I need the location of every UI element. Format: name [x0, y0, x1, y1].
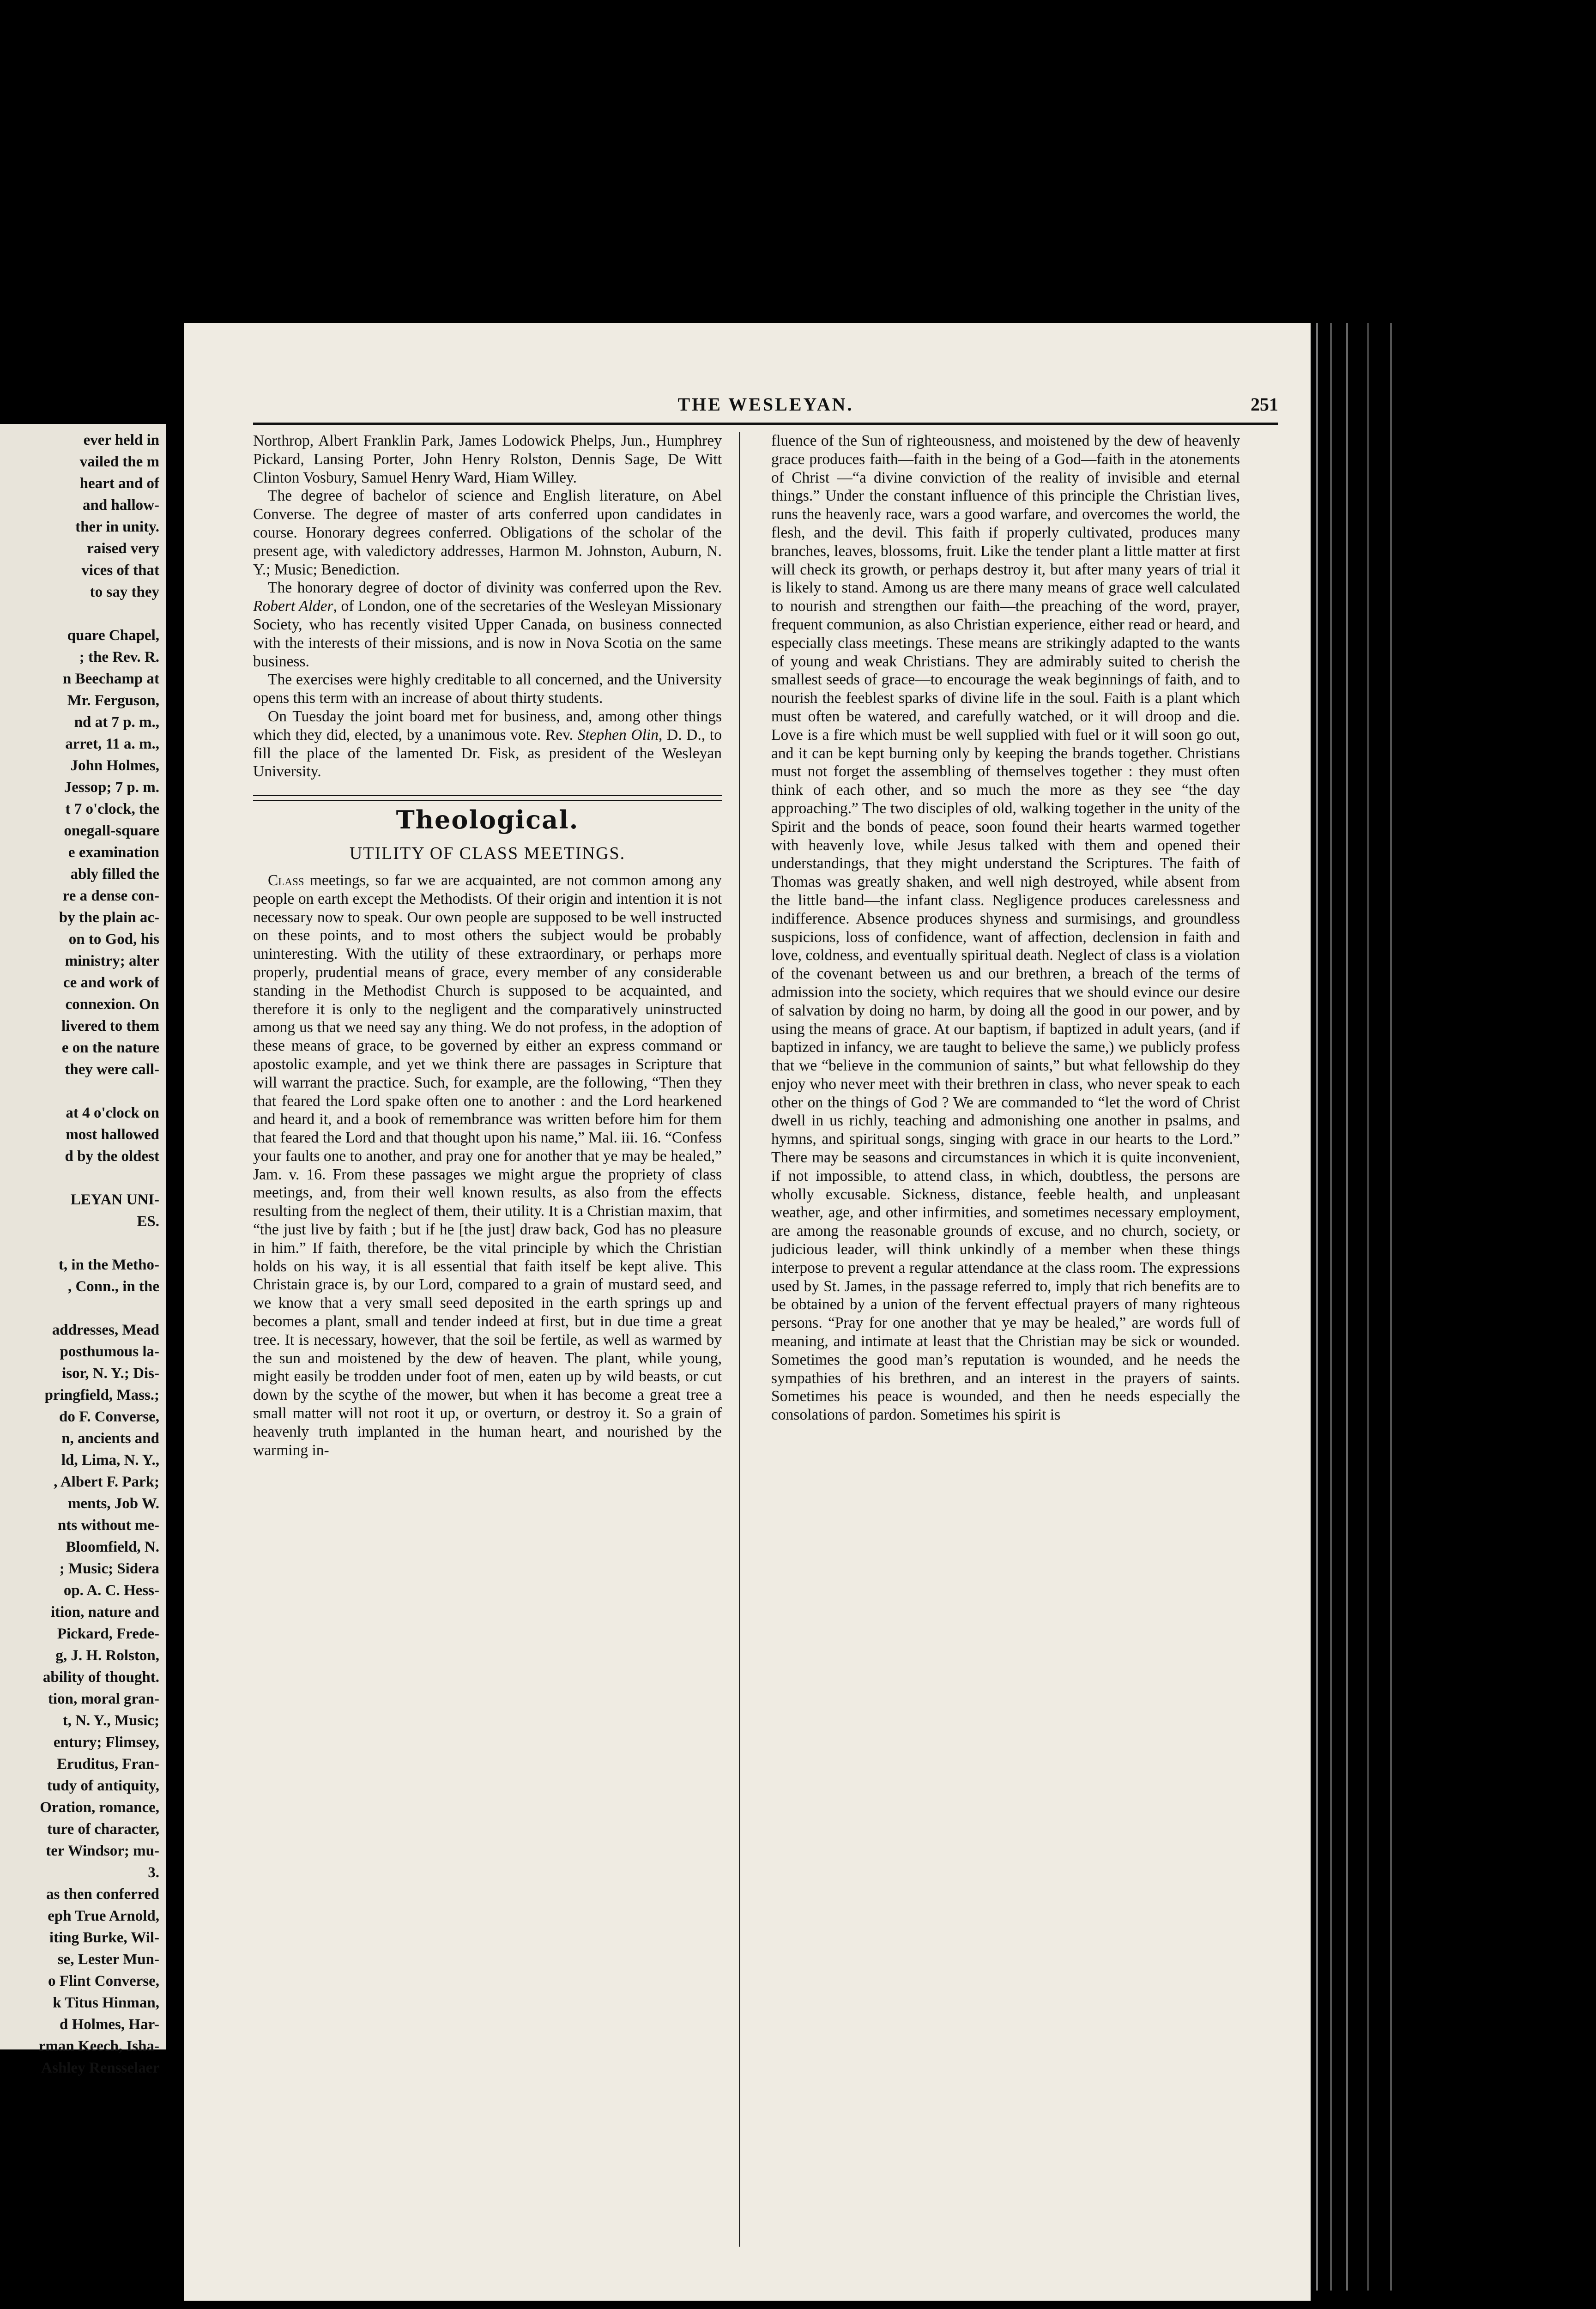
left-page-line: as then conferred: [46, 1886, 159, 1903]
left-page-line: LEYAN UNI-: [70, 1191, 159, 1208]
left-page-line: connexion. On: [65, 996, 159, 1013]
left-page-text: [0, 429, 159, 2079]
article-title: UTILITY OF CLASS MEETINGS.: [349, 844, 626, 864]
left-page-line: d Holmes, Har-: [60, 2016, 159, 2033]
left-page-line: ce and work of: [63, 974, 159, 991]
left-page-line: Oration, romance,: [40, 1799, 159, 1816]
left-page-line: [0, 1233, 159, 1254]
article-paragraph: Class meetings, so far we are acquainted, are not common among any people on earth except the Methodists. Of their origin and intention it is not necessary now to speak. Our own people are supposed to be well instructed on these points, and to most others the subject would be probably uninteresting. With the utility of these extraordinary, or perhaps more properly, prudential means of grace, every member of any considerable standing in the Methodist Church is supposed to be acquainted, and therefore it is only to the negligent and the comparatively uninstructed among us that we need say any thing. We do not profess, in the adoption of these means of grace, to be governed by either an express command or apostolic example, and yet we think there are passages in Scripture that will warrant the practice. Such, for example, are the following, “Then they that feared the Lord spake often one to another : and the Lord hearkened and heard it, and a book of remembrance was written before him for them that feared the Lord and that thought upon his name,” Mal. iii. 16. “Confess your faults one to another, and pray one for another that ye may be healed,” Jam. v. 16. From these passages we might argue the propriety of class meetings, and, from their well known results, as also from the effects resulting from the neglect of them, their utility. It is a Christian maxim, that “the just live by faith ; but if he [the just] draw back, God has no pleasure in him.” If faith, therefore, be the vital principle by which the Christian holds on his way, it is all essential that faith itself be kept alive. This Christain grace is, by our Lord, compared to a grain of mustard seed, and we know that a very small seed deposited in the earth springs up and becomes a plant, small and tender indeed at first, but in due time a great tree. It is necessary, however, that the soil be fertile, as well as warmed by the sun and moistened by the dew of heaven. The plant, while young, might easily be trodden under foot of men, eaten up by wild beasts, or cut down by the scythe of the mower, but when it has become a great tree a small matter will not root it up, or overturn, or destroy it. So a grain of heavenly truth implanted in the human heart, and nourished by the warming in-: [253, 871, 722, 1459]
paragraph: The exercises were highly creditable to all concerned, and the University opens this term with an increase of about thirty students.: [253, 671, 722, 707]
left-page-line: tion, moral gran-: [48, 1691, 159, 1707]
left-page-line: Eruditus, Fran-: [57, 1756, 159, 1772]
left-page-line: ability of thought.: [42, 1669, 159, 1686]
right-column: [771, 432, 1240, 1424]
left-page-line: most hallowed: [66, 1126, 159, 1143]
main-page: [184, 323, 1311, 2301]
left-page-line: d by the oldest: [65, 1148, 159, 1165]
section-rule: [253, 795, 722, 801]
left-page-line: ld, Lima, N. Y.,: [61, 1452, 159, 1469]
left-page-line: entury; Flimsey,: [53, 1734, 159, 1751]
left-page-line: ever held in: [83, 432, 159, 448]
running-title: THE WESLEYAN.: [677, 394, 854, 415]
left-page-line: onegall-square: [64, 822, 159, 839]
left-page-line: ture of character,: [47, 1821, 159, 1838]
left-page-line: se, Lester Mun-: [57, 1951, 159, 1968]
section-heading: Theological.: [396, 805, 579, 835]
left-page-line: o Flint Converse,: [48, 1973, 159, 1989]
right-page-edge: [1311, 319, 1596, 2309]
paragraph: The honorary degree of doctor of divinity was conferred upon the Rev. Robert Alder, of London, one of the secretaries of the Wesleyan Missionary Society, who has recently visited Upper Canada, on business connected with the interests of their missions, and is now in Nova Scotia on the same business.: [253, 579, 722, 670]
left-page-line: vailed the m: [79, 453, 159, 470]
left-page-line: ments, Job W.: [67, 1495, 159, 1512]
paragraph: The degree of bachelor of science and English literature, on Abel Converse. The degree of master of arts conferred upon candidates in course. Honorary degrees conferred. Obligations of the scholar of the present age, with valedictory addresses, Harmon M. Johnston, Auburn, N. Y.; Music; Benediction.: [253, 487, 722, 578]
left-page-line: rman Keech, Isha-: [38, 2038, 159, 2055]
column-divider: [739, 432, 740, 2247]
left-page-line: e on the nature: [61, 1040, 159, 1056]
left-page-line: on to God, his: [68, 931, 159, 948]
left-page-line: addresses, Mead: [52, 1322, 159, 1338]
left-page-line: [0, 1081, 159, 1102]
drop-lead: Class: [268, 871, 304, 889]
left-page-line: [0, 603, 159, 625]
left-page-line: [0, 1298, 159, 1319]
left-page-line: isor, N. Y.; Dis-: [62, 1365, 159, 1382]
left-page-line: Jessop; 7 p. m.: [64, 779, 159, 796]
left-page-line: 3.: [148, 1864, 159, 1881]
page-edge-line: [1316, 323, 1318, 2291]
left-page-line: iting Burke, Wil-: [49, 1929, 159, 1946]
left-page-line: n, ancients and: [61, 1430, 159, 1447]
left-page-line: ES.: [137, 1213, 159, 1230]
left-page-line: op. A. C. Hess-: [63, 1582, 159, 1599]
article-paragraph: fluence of the Sun of righteousness, and moistened by the dew of heavenly grace produces faith—faith in the being of a God—faith in the atonements of Christ —“a divine conviction of the reality of invisible and eternal things.” Under the constant influence of this principle the Christian lives, runs the heavenly race, wars a good warfare, and overcomes the world, the flesh, and the devil. This faith if properly cultivated, produces many branches, leaves, blossoms, fruit. Like the tender plant a little matter at first will check its growth, or perhaps destroy it, but after many years of trial it is likely to stand. Among us are there many means of grace well calculated to nourish and strengthen our faith—the preaching of the word, prayer, frequent communion, as also Christian experience, either read or heard, and especially class meetings. These means are strikingly adapted to the wants of young and weak Christians. They are admirably suited to cherish the smallest seeds of grace—to encourage the weak beginnings of faith, and to nourish the feeblest sparks of divine life in the soul. Faith is a plant which must often be watered, and carefully watched, or it will droop and die. Love is a fire which must be well supplied with fuel or it will soon go out, and it can be kept burning only by keeping the brands together. Christians must not forget the assembling of themselves together : they must often think of each other, and so much the more as they see “the day approaching.” The two disciples of old, walking together in the unity of the Spirit and the bonds of peace, soon found their hearts warmed together with heavenly love, while Jesus talked with them and opened their understandings, that they might understand the Scriptures. The faith of Thomas was greatly shaken, and well nigh destroyed, while absent from the little band—the infant class. Negligence produces carelessness and indifference. Absence produces shyness and surmisings, and groundless suspicions, loss of confidence, want of affection, declension in faith and love, coldness, and eventually spiritual death. Neglect of class is a violation of the covenant between us and our brethren, a breach of the terms of admission into the society, which requires that we should evince our desire of salvation by doing no harm, by doing all the good in our power, and by using the means of grace. At our baptism, if baptized in adult years, (and if baptized in infancy, we are taught to believe the same,) we publicly profess that we “believe in the communion of saints,” but what fellowship do they enjoy who never meet with their brethren in class, who never speak to each other on the things of God ? We are commanded to “let the word of Christ dwell in us richly, teaching and admonishing one another in psalms, and hymns, and spiritual songs, singing with grace in our hearts to the Lord.” There may be seasons and circumstances in which it is quite inconvenient, if not impossible, to attend class, in which, doubtless, the persons are wholly excusable. Sickness, distance, feeble health, and unpleasant weather, age, and other infirmities, and sometimes necessary employment, are among the reasonable grounds of excuse, and no church, society, or judicious leader, will think unkindly of a member when these things interpose to prevent a regular attendance at the class room. The expressions used by St. James, in the passage referred to, imply that rich benefits are to be obtained by a union of the fervent effectual prayers of many righteous persons. “Pray for one another that ye may be healed,” are words full of meaning, and intimate at least that the Christian may be sick or wounded. Sometimes the good man’s reputation is wounded, and he needs the sympathies of his brethren, and an interest in the prayers of saints. Sometimes his peace is wounded, and then he needs especially the consolations of pardon. Sometimes his spirit is: [771, 432, 1240, 1424]
left-page-line: t, in the Metho-: [58, 1257, 159, 1273]
name-olin: Stephen Olin: [577, 726, 659, 743]
left-page-line: pringfield, Mass.;: [44, 1387, 159, 1403]
left-page-line: at 4 o'clock on: [66, 1105, 159, 1121]
left-page-line: nts without me-: [58, 1517, 159, 1534]
left-page-line: eph True Arnold,: [48, 1908, 159, 1924]
left-page-line: do F. Converse,: [59, 1408, 159, 1425]
left-page-line: and hallow-: [83, 497, 159, 514]
paragraph: Northrop, Albert Franklin Park, James Lodowick Phelps, Jun., Humphrey Pickard, Lansing Porter, John Henry Rolston, Dennis Sage, De Witt Clinton Vosbury, Samuel Henry Ward, Hiam Willey.: [253, 432, 722, 486]
left-page-line: raised very: [87, 540, 159, 557]
left-page-line: t, N. Y., Music;: [62, 1712, 159, 1729]
left-page-line: Mr. Ferguson,: [67, 692, 159, 709]
left-page-line: ther in unity.: [75, 519, 159, 535]
left-page-line: e examination: [68, 844, 159, 861]
name-alder: Robert Alder: [253, 598, 333, 615]
left-page-line: tudy of antiquity,: [47, 1777, 159, 1794]
header-rule: [253, 423, 1278, 425]
left-page-line: re a dense con-: [62, 888, 159, 904]
left-page-line: Ashley Rensselaer: [41, 2060, 159, 2076]
paragraph: On Tuesday the joint board met for business, and, among other things which they did, elected, by a unanimous vote. Rev. Stephen Olin, D. D., to fill the place of the lamented Dr. Fisk, as president of the Wesleyan University.: [253, 707, 722, 780]
left-facing-page: [0, 0, 175, 2291]
page-header: [253, 393, 1278, 417]
left-page-line: n Beechamp at: [63, 671, 159, 687]
left-page-line: k Titus Hinman,: [53, 1995, 159, 2011]
left-page-line: quare Chapel,: [67, 627, 159, 644]
left-page-line: vices of that: [81, 562, 159, 579]
left-page-line: Pickard, Frede-: [57, 1626, 159, 1642]
left-page-line: ; Music; Sidera: [59, 1560, 159, 1577]
left-page-line: posthumous la-: [60, 1343, 159, 1360]
page-edge-line: [1330, 323, 1332, 2291]
left-column: [253, 432, 722, 1459]
left-page-line: t 7 o'clock, the: [65, 801, 159, 817]
page-edge-line: [1390, 323, 1392, 2291]
page-edge-line: [1367, 323, 1369, 2291]
left-page-line: they were call-: [65, 1061, 159, 1078]
left-page-line: Bloomfield, N.: [66, 1539, 159, 1555]
left-page-line: [0, 1167, 159, 1189]
left-page-line: livered to them: [61, 1018, 159, 1034]
left-page-line: g, J. H. Rolston,: [55, 1647, 159, 1664]
left-page-line: ; the Rev. R.: [79, 649, 159, 665]
left-page-line: by the plain ac-: [59, 909, 159, 926]
left-page-line: arret, 11 a. m.,: [65, 736, 159, 752]
left-page-line: nd at 7 p. m.,: [74, 714, 159, 731]
left-page-line: , Albert F. Park;: [54, 1474, 159, 1490]
left-page-line: ably filled the: [70, 866, 159, 882]
left-page-line: , Conn., in the: [67, 1278, 159, 1295]
page-number: 251: [1251, 394, 1278, 415]
page-edge-line: [1346, 323, 1348, 2291]
left-page-line: John Holmes,: [70, 757, 159, 774]
left-page-line: ition, nature and: [50, 1604, 159, 1620]
left-page-line: ministry; alter: [65, 953, 159, 969]
left-page-line: to say they: [90, 584, 159, 600]
left-page-line: ter Windsor; mu-: [46, 1843, 159, 1859]
left-page-line: heart and of: [79, 475, 159, 492]
